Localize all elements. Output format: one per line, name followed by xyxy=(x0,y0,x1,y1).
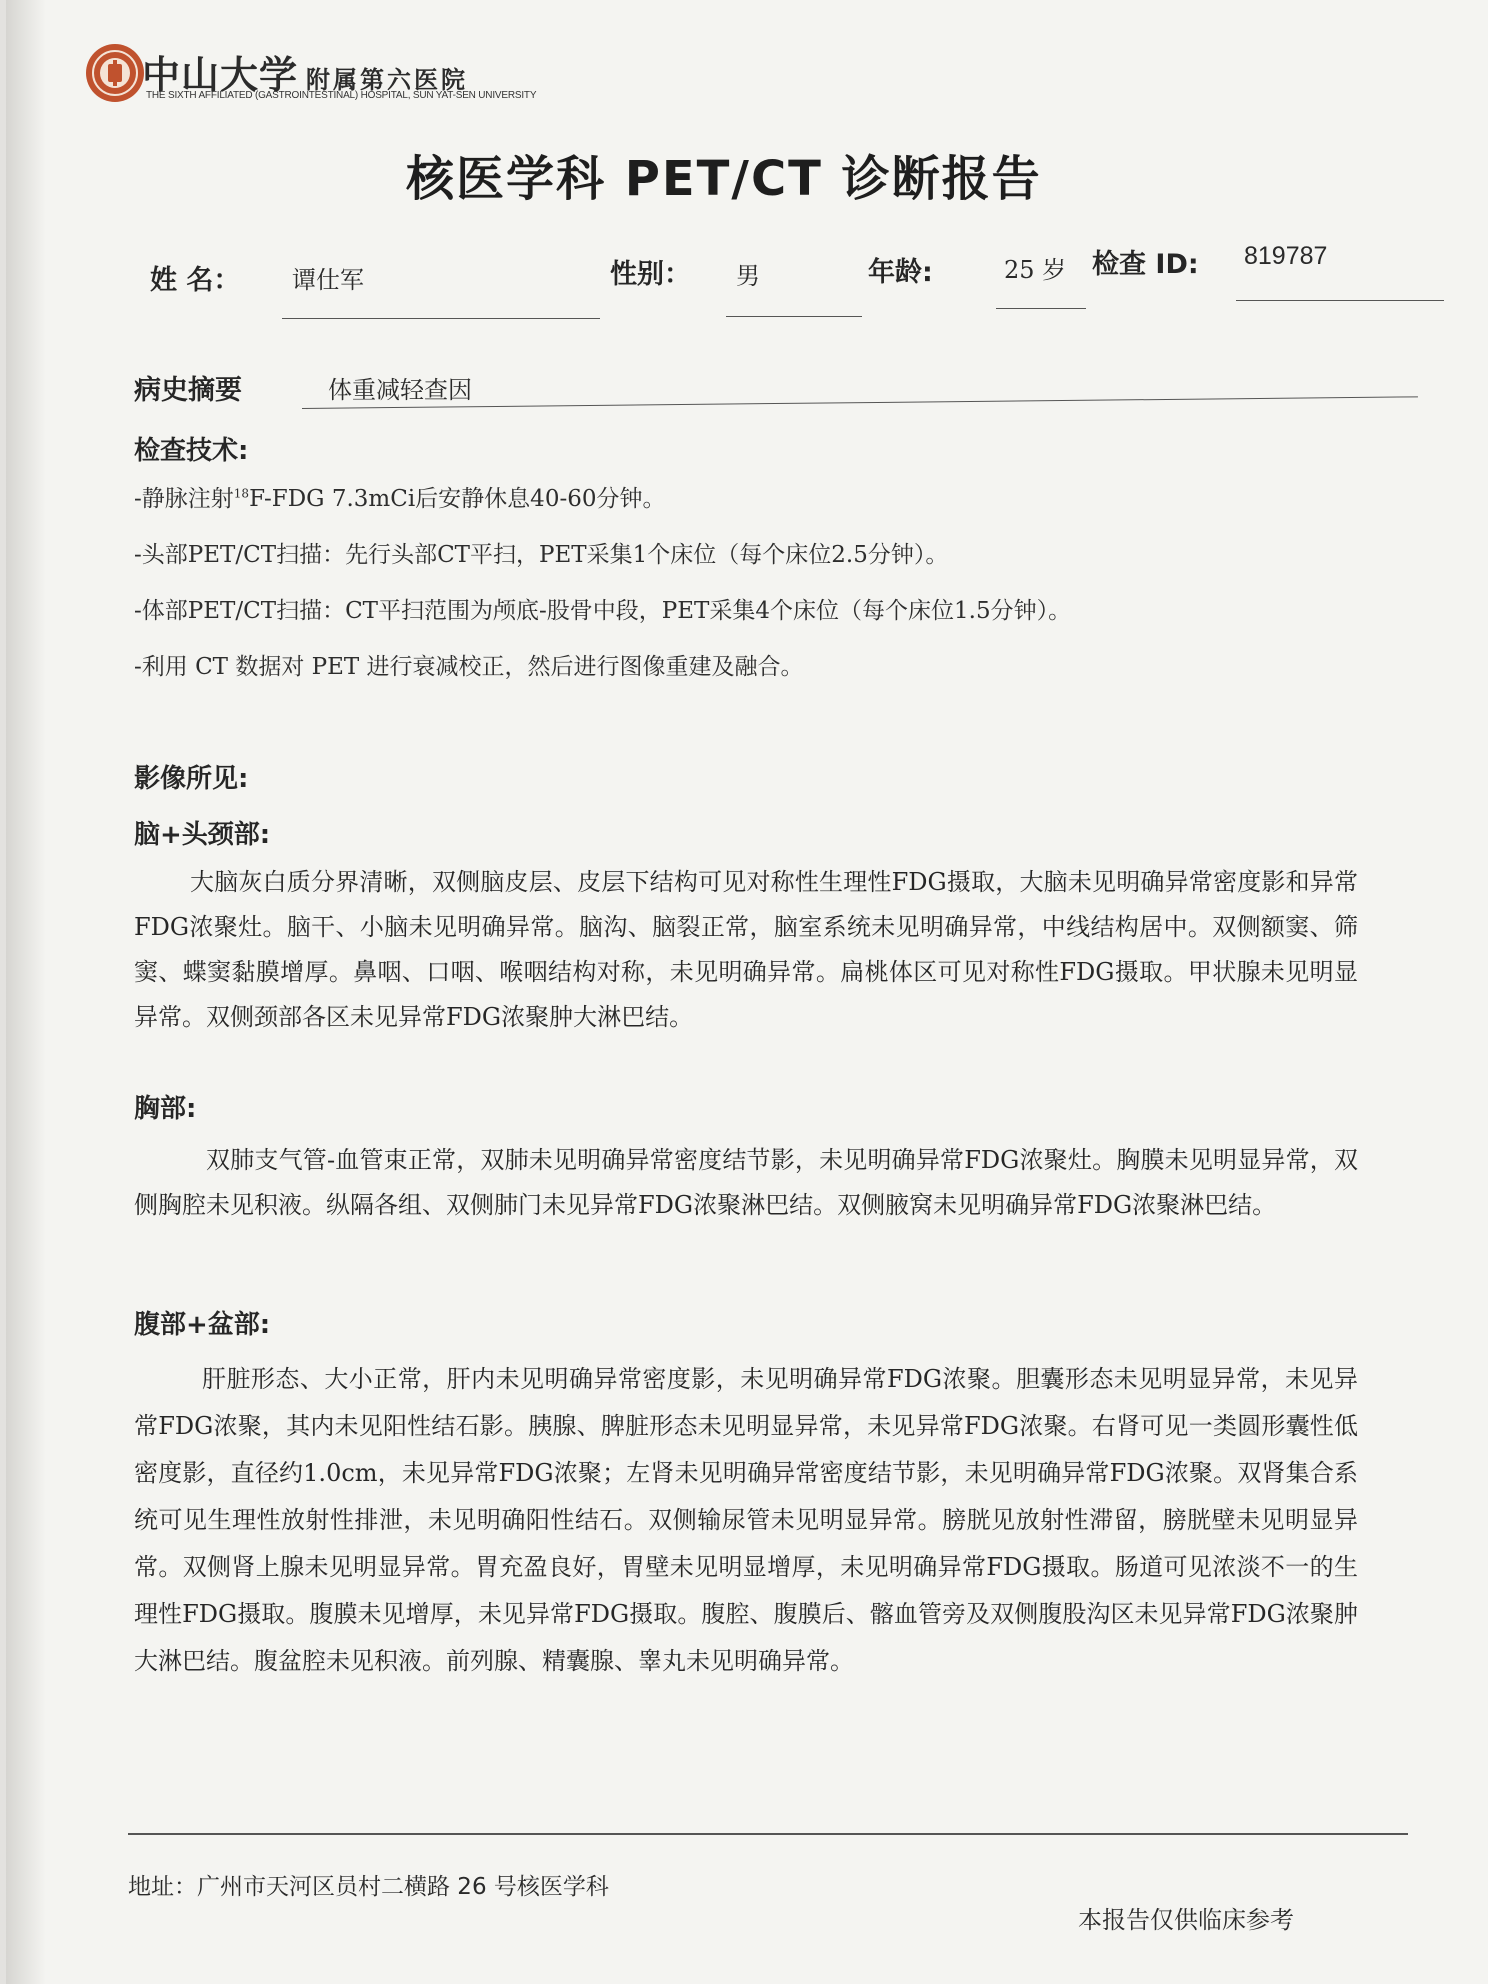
technique-line-2: -头部PET/CT扫描：先行头部CT平扫，PET采集1个床位（每个床位2.5分钟）。 xyxy=(134,542,949,568)
age-label: 年龄: xyxy=(868,257,933,288)
footer-divider xyxy=(128,1833,1408,1835)
hospital-logo-icon xyxy=(84,42,146,104)
technique-line-3: -体部PET/CT扫描：CT平扫范围为颅底-股骨中段，PET采集4个床位（每个床位1.5分钟）。 xyxy=(134,598,1072,624)
report-title: 核医学科 PET/CT 诊断报告 xyxy=(406,151,1042,207)
technique-line-1-post: F-FDG 7.3mCi后安静休息40-60分钟。 xyxy=(249,486,666,512)
findings-head-neck-text: 大脑灰白质分界清晰，双侧脑皮层、皮层下结构可见对称性生理性FDG摄取，大脑未见明确异常密度影和异常FDG浓聚灶。脑干、小脑未见明确异常。脑沟、脑裂正常，脑室系统未见明确异常，中线结构居中。双侧额窦、筛窦、蝶窦黏膜增厚。鼻咽、口咽、喉咽结构对称，未见明确异常。扁桃体区可见对称性FDG摄取。甲状腺未见明显异常。双侧颈部各区未见异常FDG浓聚肿大淋巴结。 xyxy=(134,868,1358,1031)
findings-abdomen-pelvis-heading: 腹部+盆部: xyxy=(134,1310,271,1340)
technique-line-1-sup: 18 xyxy=(233,486,250,501)
report-page xyxy=(6,0,1488,1984)
patient-name-label: 姓 名： xyxy=(150,265,241,296)
footer-note: 本报告仅供临床参考 xyxy=(1078,1906,1294,1934)
history-label: 病史摘要 xyxy=(134,375,242,406)
gender-value: 男 xyxy=(736,262,760,290)
findings-chest-text: 双肺支气管-血管束正常，双肺未见明确异常密度结节影，未见明确异常FDG浓聚灶。胸膜未见明显异常，双侧胸腔未见积液。纵隔各组、双侧肺门未见异常FDG浓聚淋巴结。双侧腋窝未见明确异常FDG浓聚淋巴结。 xyxy=(134,1146,1358,1219)
technique-label: 检查技术: xyxy=(134,436,249,466)
page-edge-shadow xyxy=(6,0,46,1984)
hospital-name-en: THE SIXTH AFFILIATED (GASTROINTESTINAL) HOSPITAL, SUN YAT-SEN UNIVERSITY xyxy=(146,90,537,101)
patient-name-value: 谭仕军 xyxy=(292,266,364,294)
technique-line-1-pre: -静脉注射 xyxy=(134,486,234,512)
hospital-name-sub: 附属第六医院 xyxy=(306,65,469,94)
exam-id-value: 819787 xyxy=(1244,242,1328,270)
footer-address: 地址：广州市天河区员村二横路 26 号核医学科 xyxy=(128,1874,609,1900)
exam-id-underline xyxy=(1236,300,1444,301)
age-value: 25 岁 xyxy=(1004,256,1067,284)
findings-abdomen-pelvis-text: 肝脏形态、大小正常，肝内未见明确异常密度影，未见明确异常FDG浓聚。胆囊形态未见明显异常，未见异常FDG浓聚，其内未见阳性结石影。胰腺、脾脏形态未见明显异常，未见异常FDG浓聚。右肾可见一类圆形囊性低密度影，直径约1.0cm，未见异常FDG浓聚；左肾未见明确异常密度结节影，未见明确异常FDG浓聚。双肾集合系统可见生理性放射性排泄，未见明确阳性结石。双侧输尿管未见明显异常。膀胱见放射性滞留，膀胱壁未见明显异常。双侧肾上腺未见明显异常。胃充盈良好，胃壁未见明显增厚，未见明确异常FDG摄取。肠道可见浓淡不一的生理性FDG摄取。腹膜未见增厚，未见异常FDG摄取。腹腔、腹膜后、髂血管旁及双侧腹股沟区未见异常FDG浓聚肿大淋巴结。腹盆腔未见积液。前列腺、精囊腺、睾丸未见明确异常。 xyxy=(134,1365,1358,1675)
age-underline xyxy=(996,308,1086,309)
gender-label: 性别： xyxy=(610,259,691,290)
gender-underline xyxy=(726,316,862,317)
history-value: 体重减轻查因 xyxy=(328,376,472,404)
technique-line-1 xyxy=(134,480,666,513)
exam-id-label: 检查 ID: xyxy=(1092,249,1199,280)
findings-chest-heading: 胸部: xyxy=(134,1094,197,1124)
patient-name-underline xyxy=(282,318,600,319)
findings-label: 影像所见: xyxy=(134,764,249,794)
findings-head-neck-heading: 脑+头颈部: xyxy=(134,820,271,850)
technique-line-4: -利用 CT 数据对 PET 进行衰减校正，然后进行图像重建及融合。 xyxy=(134,654,804,680)
hospital-name-main: 中山大学 xyxy=(142,52,299,97)
